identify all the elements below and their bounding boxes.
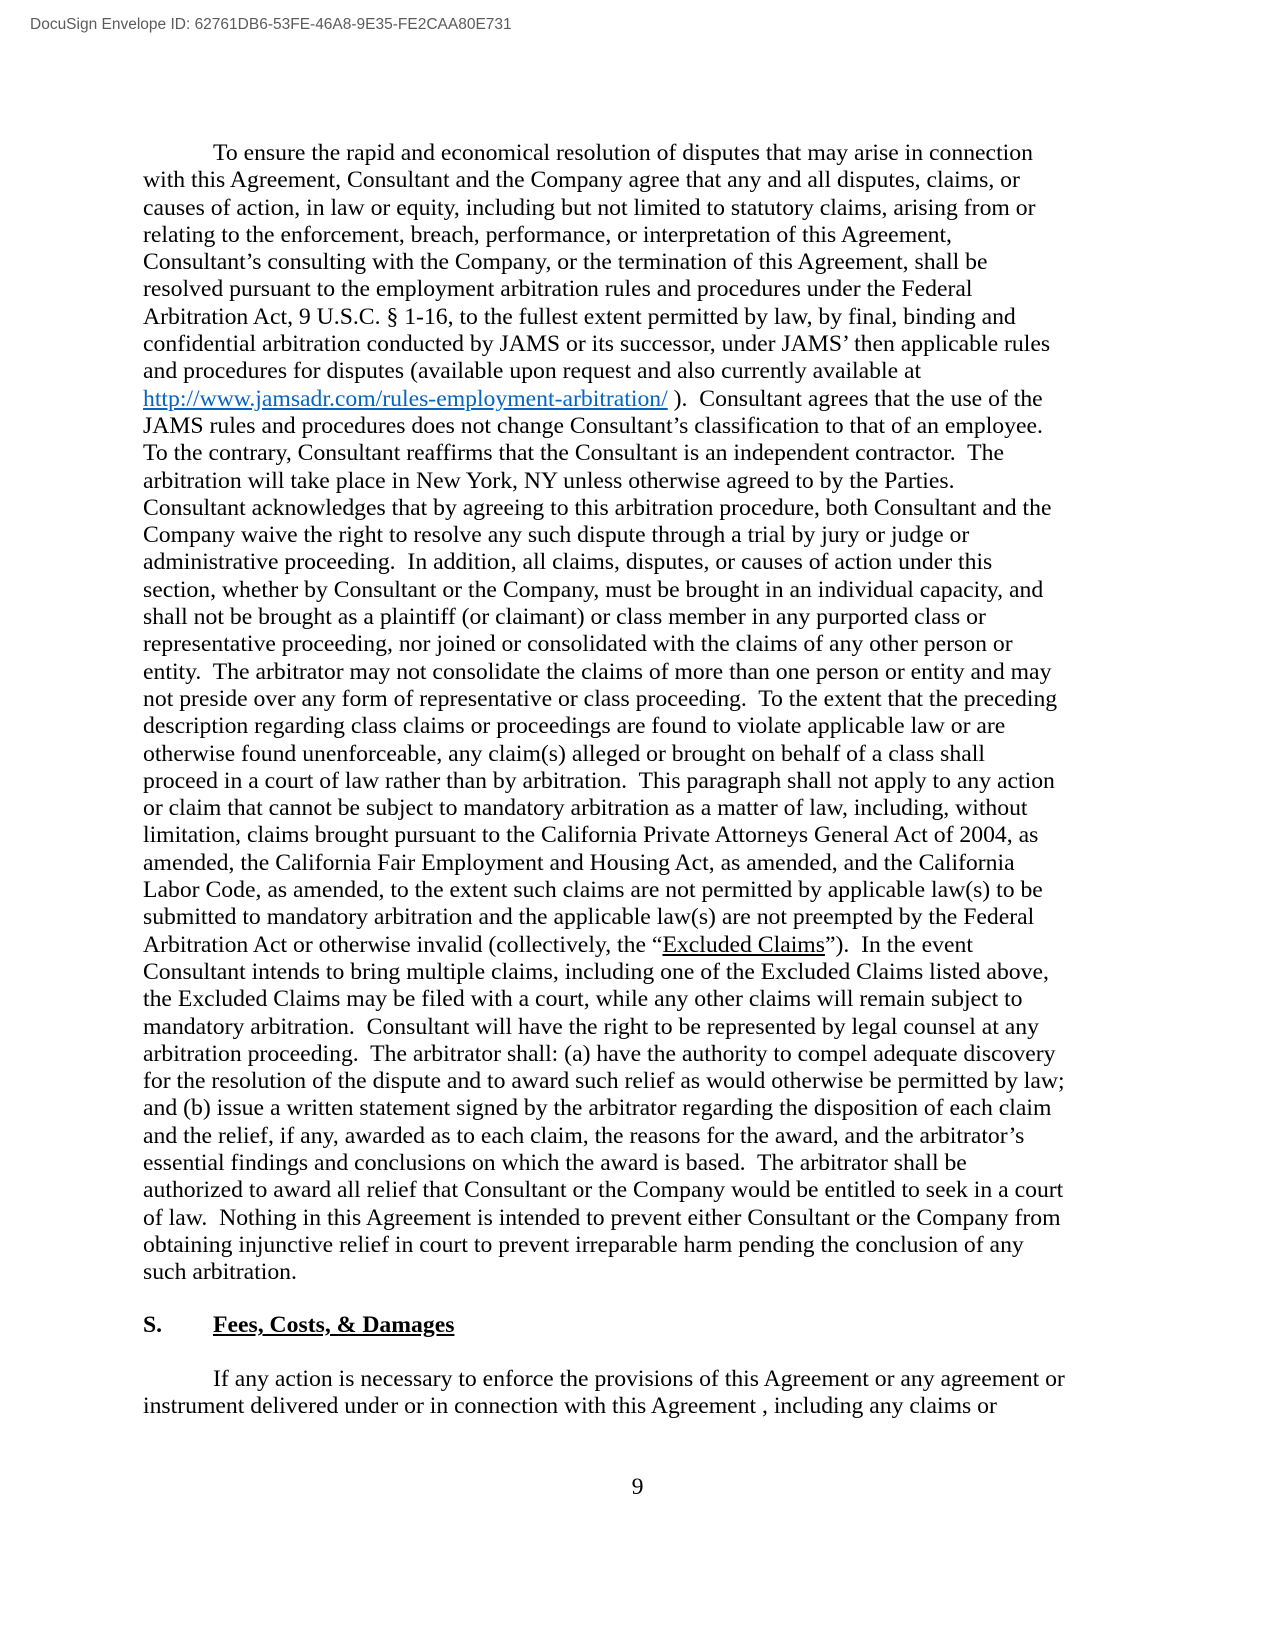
- section-heading: [143, 1312, 1065, 1339]
- document-body: [143, 140, 1071, 1420]
- arbitration-text-before-link: To ensure the rapid and economical resolution of disputes that may arise in connection with this Agreement, Consultant and the Company agree that any and all disputes, claims, or causes of action, in law or equity, including but not limited to statutory claims, arising from or relating to the enforcement, breach, performance, or interpretation of this Agreement, Consultant’s consulting with the Company, or the termination of this Agreement, shall be resolved pursuant to the employment arbitration rules and procedures under the Federal Arbitration Act, 9 U.S.C. § 1-16, to the fullest extent permitted by law, by final, binding and confidential arbitration conducted by JAMS or its successor, under JAMS’ then applicable rules and procedures for disputes (available upon request and also currently available at: [143, 140, 1056, 385]
- section-letter: S.: [143, 1312, 163, 1339]
- excluded-claims-term: Excluded Claims: [662, 931, 825, 958]
- page-number: 9: [631, 1474, 644, 1500]
- fees-paragraph: If any action is necessary to enforce the provisions of this Agreement or any agreement or instrument delivered under or in connection with this Agreement , including any claims or: [143, 1365, 1071, 1420]
- arbitration-paragraph: [143, 140, 1071, 1286]
- jams-rules-link[interactable]: http://www.jamsadr.com/rules-employment-arbitration/: [143, 385, 668, 412]
- section-title: Fees, Costs, & Damages: [213, 1312, 455, 1339]
- docusign-envelope-id: DocuSign Envelope ID: 62761DB6-53FE-46A8-9E35-FE2CAA80E731: [30, 16, 512, 33]
- arbitration-text-after: ”). In the event Consultant intends to bring multiple claims, including one of the Excluded Claims listed above, the Excluded Claims may be filed with a court, while any other claims will remain subject to mandatory arbitration. Consultant will have the right to be represented by legal counsel at any arbitration proceeding. The arbitrator shall: (a) have the authority to compel adequate discovery for the resolution of the dispute and to award such relief as would otherwise be permitted by law; and (b) issue a written statement signed by the arbitrator regarding the disposition of each claim and the relief, if any, awarded as to each claim, the reasons for the award, and the arbitrator’s essential findings and conclusions on which the award is based. The arbitrator shall be authorized to award all relief that Consultant or the Company would be entitled to seek in a court of law. Nothing in this Agreement is intended to prevent either Consultant or the Company from obtaining injunctive relief in court to prevent irreparable harm pending the conclusion of any such arbitration.: [143, 931, 1071, 1286]
- arbitration-text-middle: ). Consultant agrees that the use of the JAMS rules and procedures does not change Consultant’s classification to that of an employee. To the contrary, Consultant reaffirms that the Consultant is an independent contractor. The arbitration will take place in New York, NY unless otherwise agreed to by the Parties. Consultant acknowledges that by agreeing to this arbitration procedure, both Consultant and the Company waive the right to resolve any such dispute through a trial by jury or judge or administrative proceeding. In addition, all claims, disputes, or causes of action under this section, whether by Consultant or the Company, must be brought in an individual capacity, and shall not be brought as a plaintiff (or claimant) or class member in any purported class or representative proceeding, nor joined or consolidated with the claims of any other person or entity. The arbitrator may not consolidate the claims of more than one person or entity and may not preside over any form of representative or class proceeding. To the extent that the preceding description regarding class claims or proceedings are found to violate applicable law or are otherwise found unenforceable, any claim(s) alleged or brought on behalf of a class shall proceed in a court of law rather than by arbitration. This paragraph shall not apply to any action or claim that cannot be subject to mandatory arbitration as a matter of law, including, without limitation, claims brought pursuant to the California Private Attorneys General Act of 2004, as amended, the California Fair Employment and Housing Act, as amended, and the California Labor Code, as amended, to the extent such claims are not permitted by applicable law(s) to be submitted to mandatory arbitration and the applicable law(s) are not preempted by the Federal Arbitration Act or otherwise invalid (collectively, the “: [143, 385, 1064, 958]
